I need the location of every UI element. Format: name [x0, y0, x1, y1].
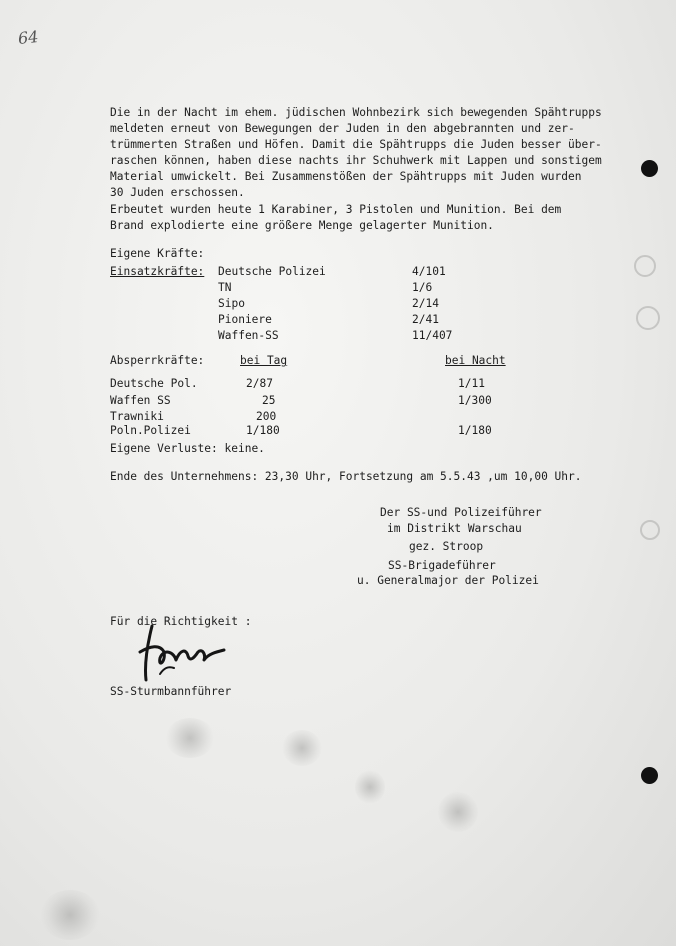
einsatz-value: 2/14: [412, 297, 439, 310]
text-line: trümmerten Straßen und Höfen. Damit die Spähtrupps die Juden besser über-: [110, 138, 602, 151]
text-line: raschen können, haben diese nachts ihr Schuhwerk mit Lappen und sonstigem: [110, 154, 602, 167]
rank-line: SS-Sturmbannführer: [110, 685, 232, 698]
absperr-night: 1/11: [458, 377, 485, 390]
absperr-day: 200: [256, 410, 277, 423]
einsatz-label: Einsatzkräfte:: [110, 265, 205, 278]
absperr-day: 1/180: [246, 424, 280, 437]
absperr-night: 1/180: [458, 424, 492, 437]
einsatz-unit: Sipo: [218, 297, 245, 310]
einsatz-value: 2/41: [412, 313, 439, 326]
text-line: Brand explodierte eine größere Menge gelagerter Munition.: [110, 219, 494, 232]
absperr-col-day: bei Tag: [240, 354, 288, 367]
faint-hole-mark: [640, 520, 660, 540]
signature-line: SS-Brigadeführer: [388, 559, 496, 572]
page-number: 64: [17, 26, 40, 49]
signature-line: gez. Stroop: [409, 540, 484, 553]
einsatz-unit: Waffen-SS: [218, 329, 279, 342]
text-line: meldeten erneut von Bewegungen der Juden in den abgebrannten und zer-: [110, 122, 575, 135]
faint-hole-mark: [634, 255, 656, 277]
losses-line: Eigene Verluste: keine.: [110, 442, 265, 455]
handwritten-signature: [130, 622, 240, 682]
einsatz-unit: TN: [218, 281, 232, 294]
einsatz-unit: Deutsche Polizei: [218, 265, 326, 278]
absperr-unit: Waffen SS: [110, 394, 171, 407]
einsatz-value: 1/6: [412, 281, 433, 294]
einsatz-value: 11/407: [412, 329, 453, 342]
stain: [40, 890, 100, 940]
end-line: Ende des Unternehmens: 23,30 Uhr, Fortsetzung am 5.5.43 ,um 10,00 Uhr.: [110, 470, 582, 483]
text-line: Material umwickelt. Bei Zusammenstößen der Spähtrupps mit Juden wurden: [110, 170, 582, 183]
punch-hole: [641, 767, 658, 784]
signature-line: im Distrikt Warschau: [387, 522, 522, 535]
text-line: 30 Juden erschossen.: [110, 186, 245, 199]
absperr-day: 2/87: [246, 377, 273, 390]
stain: [165, 718, 215, 758]
stain: [438, 792, 478, 832]
absperr-unit: Deutsche Pol.: [110, 377, 198, 390]
text-line: Erbeutet wurden heute 1 Karabiner, 3 Pistolen und Munition. Bei dem: [110, 203, 562, 216]
forces-heading: Eigene Kräfte:: [110, 247, 205, 260]
stain: [282, 730, 322, 766]
text-line: Die in der Nacht im ehem. jüdischen Wohnbezirk sich bewegenden Spähtrupps: [110, 106, 602, 119]
signature-line: u. Generalmajor der Polizei: [357, 574, 539, 587]
absperr-night: 1/300: [458, 394, 492, 407]
absperr-unit: Trawniki: [110, 410, 164, 423]
absperr-col-night: bei Nacht: [445, 354, 506, 367]
absperr-label: Absperrkräfte:: [110, 354, 205, 367]
signature-line: Der SS-und Polizeiführer: [380, 506, 542, 519]
punch-hole: [641, 160, 658, 177]
absperr-day: 25: [262, 394, 276, 407]
einsatz-value: 4/101: [412, 265, 446, 278]
stain: [355, 770, 385, 804]
faint-hole-mark: [636, 306, 660, 330]
certification-line: Für die Richtigkeit :: [110, 615, 252, 628]
absperr-unit: Poln.Polizei: [110, 424, 191, 437]
einsatz-unit: Pioniere: [218, 313, 272, 326]
